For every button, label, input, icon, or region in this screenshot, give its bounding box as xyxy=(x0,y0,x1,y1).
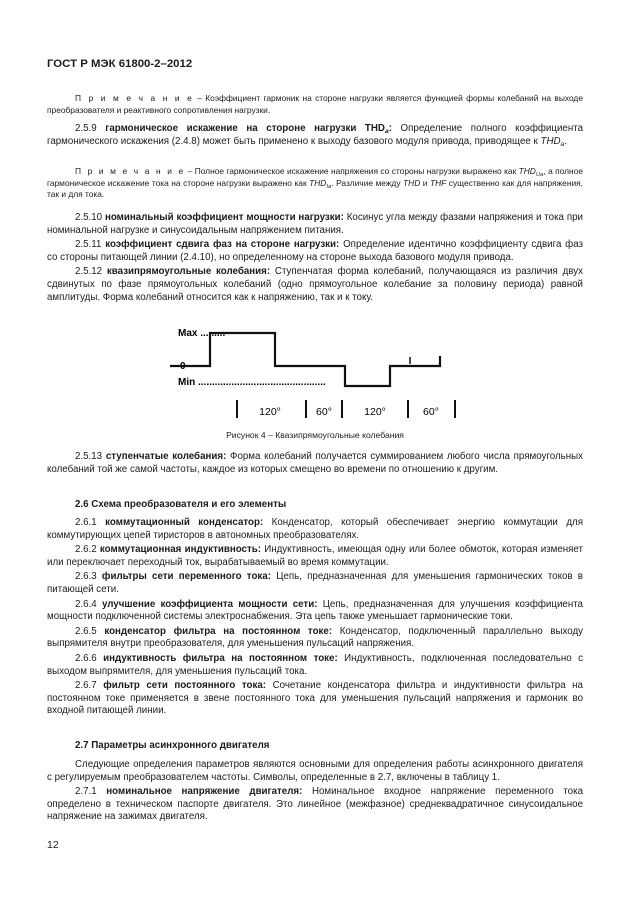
note-label: П р и м е ч а н и е xyxy=(75,166,186,176)
note-2 xyxy=(47,166,583,201)
thd-symbol: THD xyxy=(540,135,561,147)
clause-number: 2.6.6 xyxy=(75,652,104,664)
clause-number: 2.5.9 xyxy=(75,123,106,134)
clause-2-6-6 xyxy=(47,653,583,678)
clause-term: номинальный коэффициент мощности нагрузки: xyxy=(104,212,344,223)
clause-2-7-1 xyxy=(47,786,583,824)
clause-term: фильтры сети переменного тока: xyxy=(101,571,271,583)
note-text-c: . Различие между xyxy=(331,177,404,188)
clause-term: квазипрямоугольные колебания: xyxy=(106,266,271,278)
clause-2-6-7 xyxy=(47,680,583,718)
clause-2-5-13 xyxy=(47,451,583,478)
note-and: и xyxy=(420,177,430,188)
clause-number: 2.5.10 xyxy=(75,212,105,223)
clause-number: 2.7.1 xyxy=(75,786,107,798)
clause-2-6-5 xyxy=(47,626,583,651)
clause-2-5-9 xyxy=(47,123,583,150)
clause-2-5-10 xyxy=(47,212,583,237)
quasi-square-wave-figure xyxy=(170,318,470,426)
note-text: – Коэффициент гармоник на стороне нагрузки является функцией формы колебаний на выходе преобразователя и реактивного сопротивления нагрузки. xyxy=(47,93,583,115)
clause-end: . xyxy=(564,135,568,147)
interval-label-2: 60° xyxy=(316,406,332,418)
clause-text: Форма колебаний получается суммированием любого числа прямоугольных колебаний той же самой частоты, каждое из которых смещено во времени по отношению к другим. xyxy=(47,451,584,475)
clause-term: номинальное напряжение двигателя: xyxy=(106,786,303,798)
label-max: Max ......... xyxy=(178,328,226,339)
clause-number: 2.6.4 xyxy=(75,598,102,610)
clause-text: Определение идентично коэффициенту сдвига фаз со стороны питающей линии (2.4.10), но определенному на стороне выхода базового модуля привода. xyxy=(47,239,583,263)
clause-2-6-2 xyxy=(47,544,583,569)
clause-number: 2.6.1 xyxy=(75,517,106,528)
clause-number: 2.5.13 xyxy=(75,451,106,462)
clause-term: коммутационная индуктивность: xyxy=(99,544,261,556)
thd-i-subscript: Ia xyxy=(326,183,332,190)
note-text-a: – Полное гармоническое искажение напряжения со стороны нагрузки выражено как xyxy=(185,166,519,176)
note-text-d: существенно как для напряжения, так и для тока. xyxy=(47,177,583,200)
clause-text: Сочетание конденсатора фильтра и индуктивности фильтра на постоянном токе применяется в звене постоянного тока для уменьшения пульсаций напряжения и гармоник во входной питающей линии. xyxy=(47,680,583,717)
note-1 xyxy=(47,93,583,116)
thd-u-subscript: Ua xyxy=(535,172,544,178)
clause-text: Индуктивность, имеющая одну или более обмоток, которая изменяет или переключает переходный ток, вырабатываемый во время коммутации. xyxy=(47,544,583,568)
interval-label-1: 120° xyxy=(259,406,281,418)
clause-number: 2.6.3 xyxy=(75,571,102,583)
thd-subscript: a xyxy=(560,140,565,148)
section-heading: 2.6 Схема преобразователя и его элементы xyxy=(75,499,287,510)
clause-number: 2.6.7 xyxy=(75,680,104,692)
label-zero: 0 xyxy=(180,361,186,372)
clause-term: индуктивность фильтра на постоянном токе: xyxy=(103,652,338,664)
clause-term: коммутационный конденсатор: xyxy=(105,517,264,528)
clause-term: фильтр сети постоянного тока: xyxy=(103,680,267,692)
figure-caption: Рисунок 4 – Квазипрямоугольные колебания xyxy=(226,430,404,440)
running-header: ГОСТ Р МЭК 61800-2–2012 xyxy=(47,58,193,70)
note-text-b: , а полное гармоническое искажение тока на стороне нагрузки выражено как xyxy=(47,166,583,188)
clause-2-5-11 xyxy=(47,239,583,264)
clause-text: Конденсатор, подключенный параллельно выходу выпрямителя внутри преобразователя, для уменьшения пульсаций напряжения. xyxy=(47,625,584,650)
paragraph-2-7-intro: Следующие определения параметров являются основными для определения работы асинхронного двигателя с регулируемым преобразователем частоты. Символы, определенные в 2.7, включены в таблицу 1. xyxy=(47,759,583,783)
note-label: П р и м е ч а н и е xyxy=(75,93,194,103)
thd-symbol: THD xyxy=(403,177,421,188)
term-colon: : xyxy=(388,123,392,134)
clause-number: 2.5.12 xyxy=(75,266,107,278)
clause-2-6-1 xyxy=(47,517,583,542)
interval-label-3: 120° xyxy=(364,406,386,418)
thd-u-symbol: THD xyxy=(518,166,536,176)
page-number: 12 xyxy=(47,839,59,851)
clause-text: Определение полного коэффициента гармонического искажения (2.4.8) может быть применено к выходу базового модуля привода, приводящее к xyxy=(47,123,583,147)
clause-term: улучшение коэффициента мощности сети: xyxy=(101,598,318,610)
term-subscript: a xyxy=(384,128,389,135)
clause-text: Цепь, предназначенная для уменьшения гармонических токов в питающей сети. xyxy=(47,571,583,595)
clause-term: гармоническое искажение на стороне нагрузки THD xyxy=(105,123,385,134)
section-2-7 xyxy=(47,740,583,826)
clause-number: 2.6.2 xyxy=(75,544,100,556)
clause-term: конденсатор фильтра на постоянном токе: xyxy=(104,625,333,637)
clause-2-6-4 xyxy=(47,599,583,624)
section-2-6 xyxy=(47,499,583,720)
clause-text: Ступенчатая форма колебаний, получающаяся из различия двух сдвинутых по фазе прямоугольных колебаний (одно прямоугольное колебание за половину периода) равной амплитуды. Форма колебаний относится как к напряжению, так и к току. xyxy=(47,266,583,303)
thf-symbol: THF xyxy=(430,177,447,188)
label-min: Min .............................................. xyxy=(178,377,326,388)
clause-text: Номинальное входное напряжение переменного тока определено в техническом паспорте двигателя. Это линейное (межфазное) среднеквадратичное синусоидальное напряжение на зажимах двигателя. xyxy=(47,786,583,823)
clause-number: 2.6.5 xyxy=(75,625,105,637)
clause-2-5-12 xyxy=(47,266,583,304)
thd-i-symbol: THD xyxy=(309,177,327,188)
clause-number: 2.5.11 xyxy=(75,239,106,251)
interval-label-4: 60° xyxy=(423,406,439,418)
clause-term: коэффициент сдвига фаз на стороне нагрузки: xyxy=(105,239,340,251)
clause-text: Цепь, предназначенная для улучшения коэффициента мощности подключенной системы электроснабжения. Эта цепь также уменьшает гармонические токи. xyxy=(47,598,583,623)
section-heading: 2.7 Параметры асинхронного двигателя xyxy=(75,740,270,751)
clause-text: Косинус угла между фазами напряжения и тока при номинальной нагрузке и синусоидальным напряжением питания. xyxy=(47,212,583,236)
clauses-2-5-10-to-12 xyxy=(47,212,583,306)
clause-2-6-3 xyxy=(47,571,583,596)
clause-term: ступенчатые колебания: xyxy=(105,451,227,462)
clause-text: Конденсатор, который обеспечивает энергию коммутации для коммутирующих цепей тиристоров в автономных преобразователях. xyxy=(47,517,583,541)
clause-text: Индуктивность, подключенная последовательно с выходом выпрямителя, для уменьшения пульсаций тока. xyxy=(47,652,583,677)
